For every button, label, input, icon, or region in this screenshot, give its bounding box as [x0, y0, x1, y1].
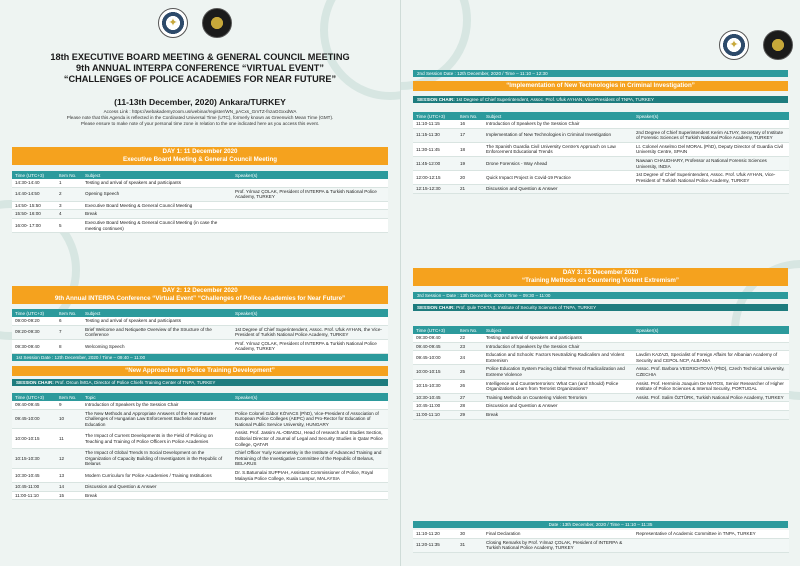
- table-row: [12, 325, 388, 339]
- day2-title: DAY 2: 12 December 2020: [162, 287, 238, 294]
- table-row: [12, 218, 388, 232]
- row-subject: The Impact of Global Trends In Social Development on the Organization of Capacity Building of Investigators in the Republic of Belarus: [82, 449, 232, 469]
- access-info: [12, 109, 388, 128]
- closing-table: [413, 530, 789, 553]
- title-line: 9th ANNUAL INTERPA CONFERENCE “VIRTUAL EVENT”: [76, 63, 324, 73]
- event-date: (11-13th December, 2020) Ankara/TURKEY: [114, 97, 286, 107]
- col-header: Item No.: [56, 309, 82, 317]
- col-header: Speaker(s): [633, 326, 789, 334]
- col-header: Speaker(s): [633, 112, 789, 120]
- row-item-no: 5: [56, 218, 82, 232]
- row-time: 15:50- 16:00: [12, 210, 56, 219]
- session3-chair: [413, 304, 788, 311]
- session1-banner: [12, 366, 388, 376]
- session2-table: [413, 112, 789, 194]
- col-header: Item No.: [56, 171, 82, 179]
- row-item-no: 3: [56, 201, 82, 210]
- row-speaker: Lt. Colonel Anselmo Del MORAL (PhD), Deputy Director of Guardia Civil University Centre, SPAIN: [633, 142, 789, 156]
- row-item-no: 12: [56, 449, 82, 469]
- day3-title: DAY 3: 13 December 2020: [562, 269, 639, 276]
- row-item-no: 27: [457, 393, 483, 402]
- table-row: [413, 142, 789, 156]
- chair-name: Prof. Şule TOKTAŞ, Institute of Security Sciences of TNPA, TURKEY: [456, 305, 597, 310]
- table-row: [12, 179, 388, 187]
- table-row: [12, 210, 388, 219]
- row-time: 11:30-11:45: [413, 142, 457, 156]
- day1-banner: [12, 147, 388, 165]
- row-item-no: 20: [457, 171, 483, 185]
- table-row: [12, 409, 388, 429]
- table-row: [413, 120, 789, 128]
- row-item-no: 9: [56, 401, 82, 409]
- row-item-no: 15: [56, 491, 82, 500]
- table-row: [413, 393, 789, 402]
- table-row: [12, 187, 388, 201]
- row-item-no: 6: [56, 317, 82, 325]
- table-row: [12, 449, 388, 469]
- row-subject: Intelligence and Counterterrorism: What Can (and Should) Police Organizations Learn from Terrorist Organizations?: [483, 379, 633, 393]
- row-time: 11:00-11:10: [12, 491, 56, 500]
- row-speaker: Assist. Prof. Salim ÖZTÜRK, Turkish National Police Academy, TURKEY: [633, 393, 789, 402]
- session2-chair: [413, 96, 788, 103]
- row-time: 10:30-10:45: [413, 393, 457, 402]
- day1-table: [12, 171, 388, 233]
- row-item-no: 2: [56, 187, 82, 201]
- row-item-no: 7: [56, 325, 82, 339]
- closing-rows: [413, 530, 789, 552]
- table-row: [413, 171, 789, 185]
- chair-name: Prof. Orcun İMGA, Director of Police Chiefs Training Center of TNPA, TURKEY: [55, 380, 216, 385]
- day1-subtitle: Executive Board Meeting & General Council Meeting: [122, 156, 278, 163]
- row-speaker: [232, 210, 388, 219]
- row-subject: Brief Welcome and Netiquette Overview of the Structure of the Conference: [82, 325, 232, 339]
- row-item-no: 10: [56, 409, 82, 429]
- session1-rows: [12, 401, 388, 500]
- row-subject: Quick Impact Project in Covid-19 Practice: [483, 171, 633, 185]
- row-item-no: 1: [56, 179, 82, 187]
- table-row: [12, 201, 388, 210]
- col-header: Topic: [82, 393, 232, 401]
- row-subject: Testing and arrival of speakers and participants: [483, 334, 633, 342]
- row-subject: Training Methods on Countering Violent Terrorism: [483, 393, 633, 402]
- row-subject: Break: [82, 491, 232, 500]
- table-row: [12, 339, 388, 353]
- row-time: 10:15-10:30: [12, 449, 56, 469]
- row-speaker: [232, 218, 388, 232]
- row-time: 11:00-11:10: [413, 410, 457, 419]
- table-row: [413, 351, 789, 365]
- day1-title: DAY 1: 11 December 2020: [162, 148, 238, 155]
- row-speaker: [232, 401, 388, 409]
- row-speaker: [633, 402, 789, 411]
- row-subject: Discussion and Question & Answer: [483, 185, 633, 194]
- row-speaker: Representative of Academic Committee in TNPA, TURKEY: [633, 530, 789, 538]
- row-subject: Break: [483, 410, 633, 419]
- row-speaker: Chief Officer Yuriy Kamenetsky in the Institute of Advanced Training and Retraining of the Investigative Committee of the Republic of Belarus, BELARUS: [232, 449, 388, 469]
- col-header: Speaker(s): [232, 393, 388, 401]
- row-speaker: [232, 179, 388, 187]
- row-time: 11:15-11:30: [413, 128, 457, 142]
- col-header: Time (UTC+3): [413, 326, 457, 334]
- row-speaker: Assoc. Prof. Barbora VEGRICHTOVÁ (PhD), Czech Technical University, CZECHIA: [633, 365, 789, 379]
- row-item-no: 13: [56, 468, 82, 482]
- row-subject: Police Education System Facing Global Threat of Radicalization and Extreme Violence: [483, 365, 633, 379]
- row-time: 09:40-09:45: [12, 401, 56, 409]
- col-header: Item No.: [457, 112, 483, 120]
- col-header: Time (UTC+3): [413, 112, 457, 120]
- row-subject: Modern Curriculum for Police Academies / Training Institutions: [82, 468, 232, 482]
- row-item-no: 19: [457, 156, 483, 170]
- row-time: 10:00-10:15: [413, 365, 457, 379]
- table-row: [413, 334, 789, 342]
- row-item-no: 25: [457, 365, 483, 379]
- table-row: [12, 317, 388, 325]
- row-subject: The New Methods and Appropriate Answers of the Near Future Challenges of Hungarian Law Enforcement Bachelor and Master Education: [82, 409, 232, 429]
- col-header: Subject: [483, 326, 633, 334]
- table-row: [413, 379, 789, 393]
- row-time: 09:40-09:45: [413, 342, 457, 351]
- row-item-no: 21: [457, 185, 483, 194]
- table-row: [413, 402, 789, 411]
- row-speaker: Prof. Yılmaz ÇOLAK, President of INTERPA & Turkish National Police Academy, TURKEY: [232, 187, 388, 201]
- row-subject: Final Declaration: [483, 530, 633, 538]
- row-item-no: 16: [457, 120, 483, 128]
- row-speaker: Assist. Prof. Herminio Joaquim De MATOS, Senior Researcher of Higher Institute of Police Sciences & Internal Security, PORTUGAL: [633, 379, 789, 393]
- row-item-no: 30: [457, 530, 483, 538]
- row-speaker: [232, 491, 388, 500]
- row-subject: Closing Remarks by Prof. Yılmaz ÇOLAK, President of INTERPA & Turkish National Police Academy, TURKEY: [483, 538, 633, 552]
- row-speaker: 1st Degree of Chief Superintendent, Assoc. Prof. Ufuk AYHAN, the Vice-President of Turkish National Police Academy, TURKEY: [232, 325, 388, 339]
- row-subject: Introduction of Speakers by the Session Chair: [82, 401, 232, 409]
- row-subject: Introduction of Speakers by the Session Chair: [483, 342, 633, 351]
- closing-date: Date : 13th December, 2020 / Time – 11:10 – 11:35: [413, 521, 788, 528]
- row-item-no: 17: [457, 128, 483, 142]
- col-header: Subject: [483, 112, 633, 120]
- row-speaker: 2nd Degree of Chief Superintendent Kerim ALTIAY, Secretary of Institute of Forensic Sciences of Turkish National Police Academy, TURKEY: [633, 128, 789, 142]
- row-subject: Discussion and Question & Answer: [82, 483, 232, 492]
- session2-title: “Implementation of New Technologies in Criminal Investigation”: [506, 82, 695, 89]
- row-speaker: [633, 185, 789, 194]
- col-header: Time (UTC+3): [12, 309, 56, 317]
- row-speaker: 1st Degree of Chief Superintendent, Assoc. Prof. Ufuk AYHAN, Vice-President of Turkish National Police Academy, TURKEY: [633, 171, 789, 185]
- day2-banner: [12, 286, 388, 304]
- interpa-logo: ✦: [158, 8, 188, 38]
- row-speaker: [232, 317, 388, 325]
- page-title: [0, 52, 400, 85]
- decorative-circle: [320, 0, 400, 100]
- row-time: 09:45-10:00: [413, 351, 457, 365]
- row-subject: Executive Board Meeting & General Council Meeting: [82, 201, 232, 210]
- chair-label: SESSION CHAIR:: [16, 380, 54, 385]
- access-link[interactable]: Access Link : https://webakademyzoom.us/webinar/register/WN_pACxs_GmTZ-fnzaGGxxdWA: [103, 109, 297, 114]
- logos: [719, 30, 793, 62]
- row-speaker: [633, 120, 789, 128]
- col-header: Speaker(s): [232, 171, 388, 179]
- row-item-no: 26: [457, 379, 483, 393]
- row-time: 10:45-11:00: [12, 483, 56, 492]
- row-time: 09:00-09:20: [12, 317, 56, 325]
- col-header: Subject: [82, 309, 232, 317]
- row-time: 14:30-14:40: [12, 179, 56, 187]
- row-time: 14:40-14:50: [12, 187, 56, 201]
- row-time: 11:20-11:35: [413, 538, 457, 552]
- row-time: 09:45-10:00: [12, 409, 56, 429]
- row-subject: Welcoming Speech: [82, 339, 232, 353]
- row-subject: Opening Speech: [82, 187, 232, 201]
- row-subject: The Spanish Guardia Civil University Centre's Approach on Law Enforcement Educational Trends: [483, 142, 633, 156]
- table-row: [413, 530, 789, 538]
- row-speaker: [232, 201, 388, 210]
- session2-rows: [413, 120, 789, 193]
- col-header: Item No.: [56, 393, 82, 401]
- row-time: 14:50- 15:50: [12, 201, 56, 210]
- day3-rows: [413, 334, 789, 419]
- row-time: 10:00-10:15: [12, 429, 56, 449]
- table-row: [12, 429, 388, 449]
- row-subject: Introduction of Speakers by the Session Chair: [483, 120, 633, 128]
- chair-label: SESSION CHAIR:: [417, 305, 455, 310]
- row-subject: Testing and arrival of speakers and participants: [82, 317, 232, 325]
- chair-label: SESSION CHAIR:: [417, 97, 455, 102]
- row-time: 10:30-10:45: [12, 468, 56, 482]
- table-row: [12, 468, 388, 482]
- row-time: 11:10-11:20: [413, 530, 457, 538]
- day1-rows: [12, 179, 388, 233]
- day3-table: [413, 326, 789, 420]
- logos: [158, 8, 232, 40]
- row-speaker: Dr. S.Batumalai SUPPIAH, Assistant Commissioner of Police, Royal Malaysia Police College, Kuala Lumpur, MALAYSIA: [232, 468, 388, 482]
- table-row: [12, 483, 388, 492]
- row-item-no: 14: [56, 483, 82, 492]
- row-time: 12:00-12:15: [413, 171, 457, 185]
- session1-title: “New Approaches in Police Training Development”: [125, 367, 275, 374]
- row-item-no: 8: [56, 339, 82, 353]
- row-item-no: 28: [457, 402, 483, 411]
- session1-date: 1st Session Date : 12th December, 2020 / Time – 09:40 – 11:00: [12, 354, 388, 361]
- table-row: [413, 365, 789, 379]
- session2-banner: [413, 81, 788, 91]
- row-speaker: [232, 483, 388, 492]
- row-speaker: Prof. Yılmaz ÇOLAK, President of INTERPA & Turkish National Police Academy, TURKEY: [232, 339, 388, 353]
- row-time: 10:45-11:00: [413, 402, 457, 411]
- row-time: 12:15-12:30: [413, 185, 457, 194]
- row-time: 11:45-12:00: [413, 156, 457, 170]
- row-time: 09:30-09:40: [12, 339, 56, 353]
- session1-table: [12, 393, 388, 500]
- row-item-no: 22: [457, 334, 483, 342]
- interpa-logo: ✦: [719, 30, 749, 60]
- col-header: Time (UTC+3): [12, 171, 56, 179]
- col-header: Subject: [82, 171, 232, 179]
- session3-date: 3rd Session – Date : 13th December, 2020 / Time – 09:30 – 11:00: [413, 292, 788, 299]
- row-subject: Testing and arrival of speakers and participants: [82, 179, 232, 187]
- row-item-no: 29: [457, 410, 483, 419]
- row-speaker: [633, 410, 789, 419]
- day3-subtitle: “Training Methods on Countering Violent Extremism”: [522, 277, 679, 284]
- day2-table: [12, 309, 388, 354]
- title-line: “CHALLENGES OF POLICE ACADEMIES FOR NEAR FUTURE”: [63, 74, 337, 84]
- row-subject: Discussion and Question & Answer: [483, 402, 633, 411]
- row-time: 16:00- 17:00: [12, 218, 56, 232]
- row-subject: Executive Board Meeting & General Council Meeting (in case the meeting continues): [82, 218, 232, 232]
- note-line: Please note that this Agenda is reflected in the Cordinated Universal Time (UTC), formerly known as Greenwich Mean Time (GMT).: [66, 115, 334, 121]
- police-academy-logo: ❖: [202, 8, 232, 38]
- col-header: Time (UTC+3): [12, 393, 56, 401]
- right-page: [400, 0, 800, 566]
- table-row: [413, 128, 789, 142]
- title-line: 18th EXECUTIVE BOARD MEETING & GENERAL COUNCIL MEETING: [50, 52, 350, 62]
- row-speaker: Lavdim KAZAZI, Specialist of Foreign Affairs for Albanian Academy of Security and CEPOL NCP, ALBANIA: [633, 351, 789, 365]
- col-header: Speaker(s): [232, 309, 388, 317]
- row-time: 09:20-09:30: [12, 325, 56, 339]
- row-speaker: Nawaan CHAUDHARY, Professor at National Forensic Sciences University, INDIA: [633, 156, 789, 170]
- row-item-no: 11: [56, 429, 82, 449]
- police-academy-logo: ❖: [763, 30, 793, 60]
- row-subject: Implementation of New Technologies in Criminal Investigation: [483, 128, 633, 142]
- row-subject: The Impact of Current Developments in the Field of Policing on Teaching and Training of Police Officers in Police Academies: [82, 429, 232, 449]
- row-speaker: Police Colonel Gábor KÓVACS (PhD), Vice-President of Association of European Police Colleges (AEPC) and Pro-Rector for Education of National Public Service University, HUNGARY: [232, 409, 388, 429]
- row-item-no: 24: [457, 351, 483, 365]
- table-row: [413, 538, 789, 552]
- row-subject: Drone Forensics - Way Ahead: [483, 156, 633, 170]
- row-time: 11:10-11:15: [413, 120, 457, 128]
- table-row: [12, 401, 388, 409]
- col-header: Item No.: [457, 326, 483, 334]
- note-line: Please ensure to make note of your personal time zone in relation to the one indicated here as you access this event.: [80, 121, 320, 127]
- row-item-no: 18: [457, 142, 483, 156]
- row-subject: Education and Schools: Factors Neutralizing Radicalism and Violent Extremism: [483, 351, 633, 365]
- row-speaker: [633, 538, 789, 552]
- table-row: [413, 185, 789, 194]
- row-time: 10:15-10:30: [413, 379, 457, 393]
- chair-name: 1st Degree of Chief Superintendent, Assoc. Prof. Ufuk AYHAN, Vice-President of TNPA, TURKEY: [456, 97, 655, 102]
- day2-subtitle: 9th Annual INTERPA Conference “Virtual Event” “Challenges of Police Academies for Near Future”: [54, 295, 346, 302]
- session1-chair: [12, 379, 388, 386]
- table-row: [12, 491, 388, 500]
- row-speaker: Assist. Prof. Jassim AL-OBAIDLI, Head of research and Studies Section, Editorial Director of Journal of Legal and Security Studies in Qatar Police College, QATAR: [232, 429, 388, 449]
- row-speaker: [633, 342, 789, 351]
- row-speaker: [633, 334, 789, 342]
- table-row: [413, 410, 789, 419]
- row-subject: Break: [82, 210, 232, 219]
- table-row: [413, 156, 789, 170]
- row-item-no: 31: [457, 538, 483, 552]
- day2-rows: [12, 317, 388, 353]
- day3-banner: [413, 268, 788, 286]
- row-item-no: 4: [56, 210, 82, 219]
- table-row: [413, 342, 789, 351]
- row-time: 09:30-09:40: [413, 334, 457, 342]
- session2-date: 2nd Session Date : 12th December, 2020 / Time – 11:10 – 12:30: [413, 70, 788, 77]
- row-item-no: 23: [457, 342, 483, 351]
